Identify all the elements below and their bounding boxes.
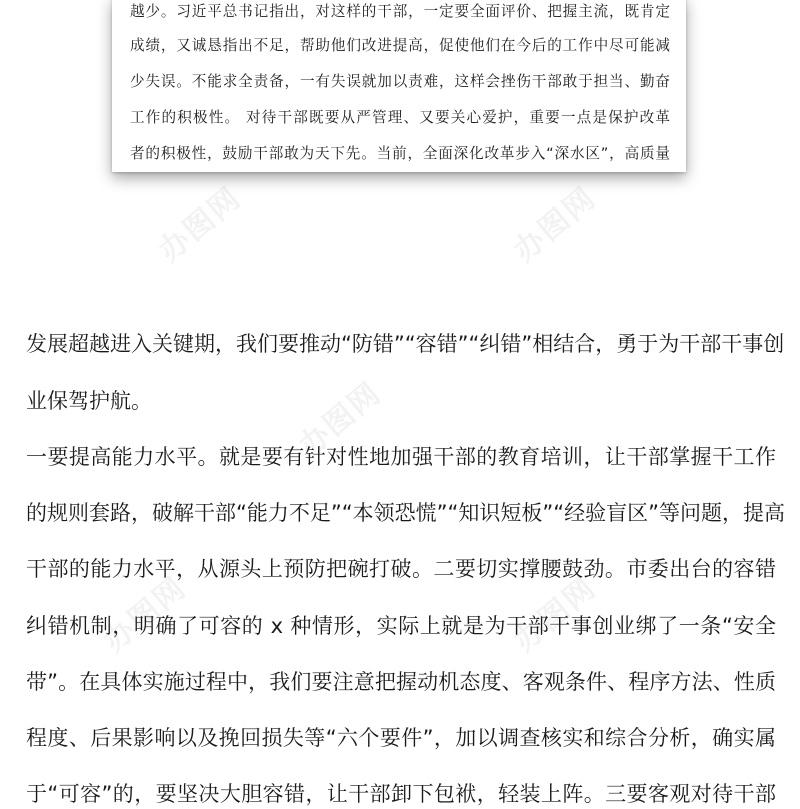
body-text-line: 干部的能力水平，从源头上预防把碗打破。二要切实撑腰鼓劲。市委出台的容错	[26, 557, 776, 581]
watermark: 办图网	[507, 570, 604, 659]
body-text-line: 发展超越进入关键期，我们要推动“防错”“容错”“纠错”相结合，勇于为干部干事创	[26, 332, 785, 356]
watermark: 办图网	[507, 180, 604, 269]
body-text-line: 纠错机制，明确了可容的 x 种情形，实际上就是为干部干事创业绑了一条“安全	[26, 614, 776, 638]
body-text-line: 业保驾护航。	[26, 389, 152, 413]
card-text-line: 者的积极性，鼓励干部敢为天下先。当前，全面深化改革步入“深水区”，高质量	[130, 145, 670, 162]
body-text-line: 的规则套路，破解干部“能力不足”“本领恐慌”“知识短板”“经验盲区”等问题，提高	[26, 501, 786, 525]
card-text-line: 少失误。不能求全责备，一有失误就加以责难，这样会挫伤干部敢于担当、勤奋	[130, 73, 670, 90]
body-text-line: 程度、后果影响以及挽回损失等“六个要件”，加以调查核实和综合分析，确实属	[26, 726, 776, 750]
body-text-line: 于“可容”的，要坚决大胆容错，让干部卸下包袱，轻装上阵。三要客观对待干部	[26, 782, 776, 806]
body-text-line: 带”。在具体实施过程中，我们要注意把握动机态度、客观条件、程序方法、性质	[26, 670, 776, 694]
watermark: 办图网	[292, 375, 389, 464]
card-text-line: 越少。习近平总书记指出，对这样的干部，一定要全面评价、把握主流，既肯定	[130, 3, 670, 20]
watermark: 办图网	[152, 180, 249, 269]
watermark: 办图网	[97, 570, 194, 659]
document-preview-card	[112, 0, 686, 172]
card-text-line: 成绩，又诚恳指出不足，帮助他们改进提高，促使他们在今后的工作中尽可能减	[130, 37, 670, 54]
card-text-line: 工作的积极性。 对待干部既要从严管理、又要关心爱护，重要一点是保护改革	[130, 109, 670, 126]
body-text-line: 一要提高能力水平。就是要有针对性地加强干部的教育培训，让干部掌握干工作	[26, 445, 776, 469]
